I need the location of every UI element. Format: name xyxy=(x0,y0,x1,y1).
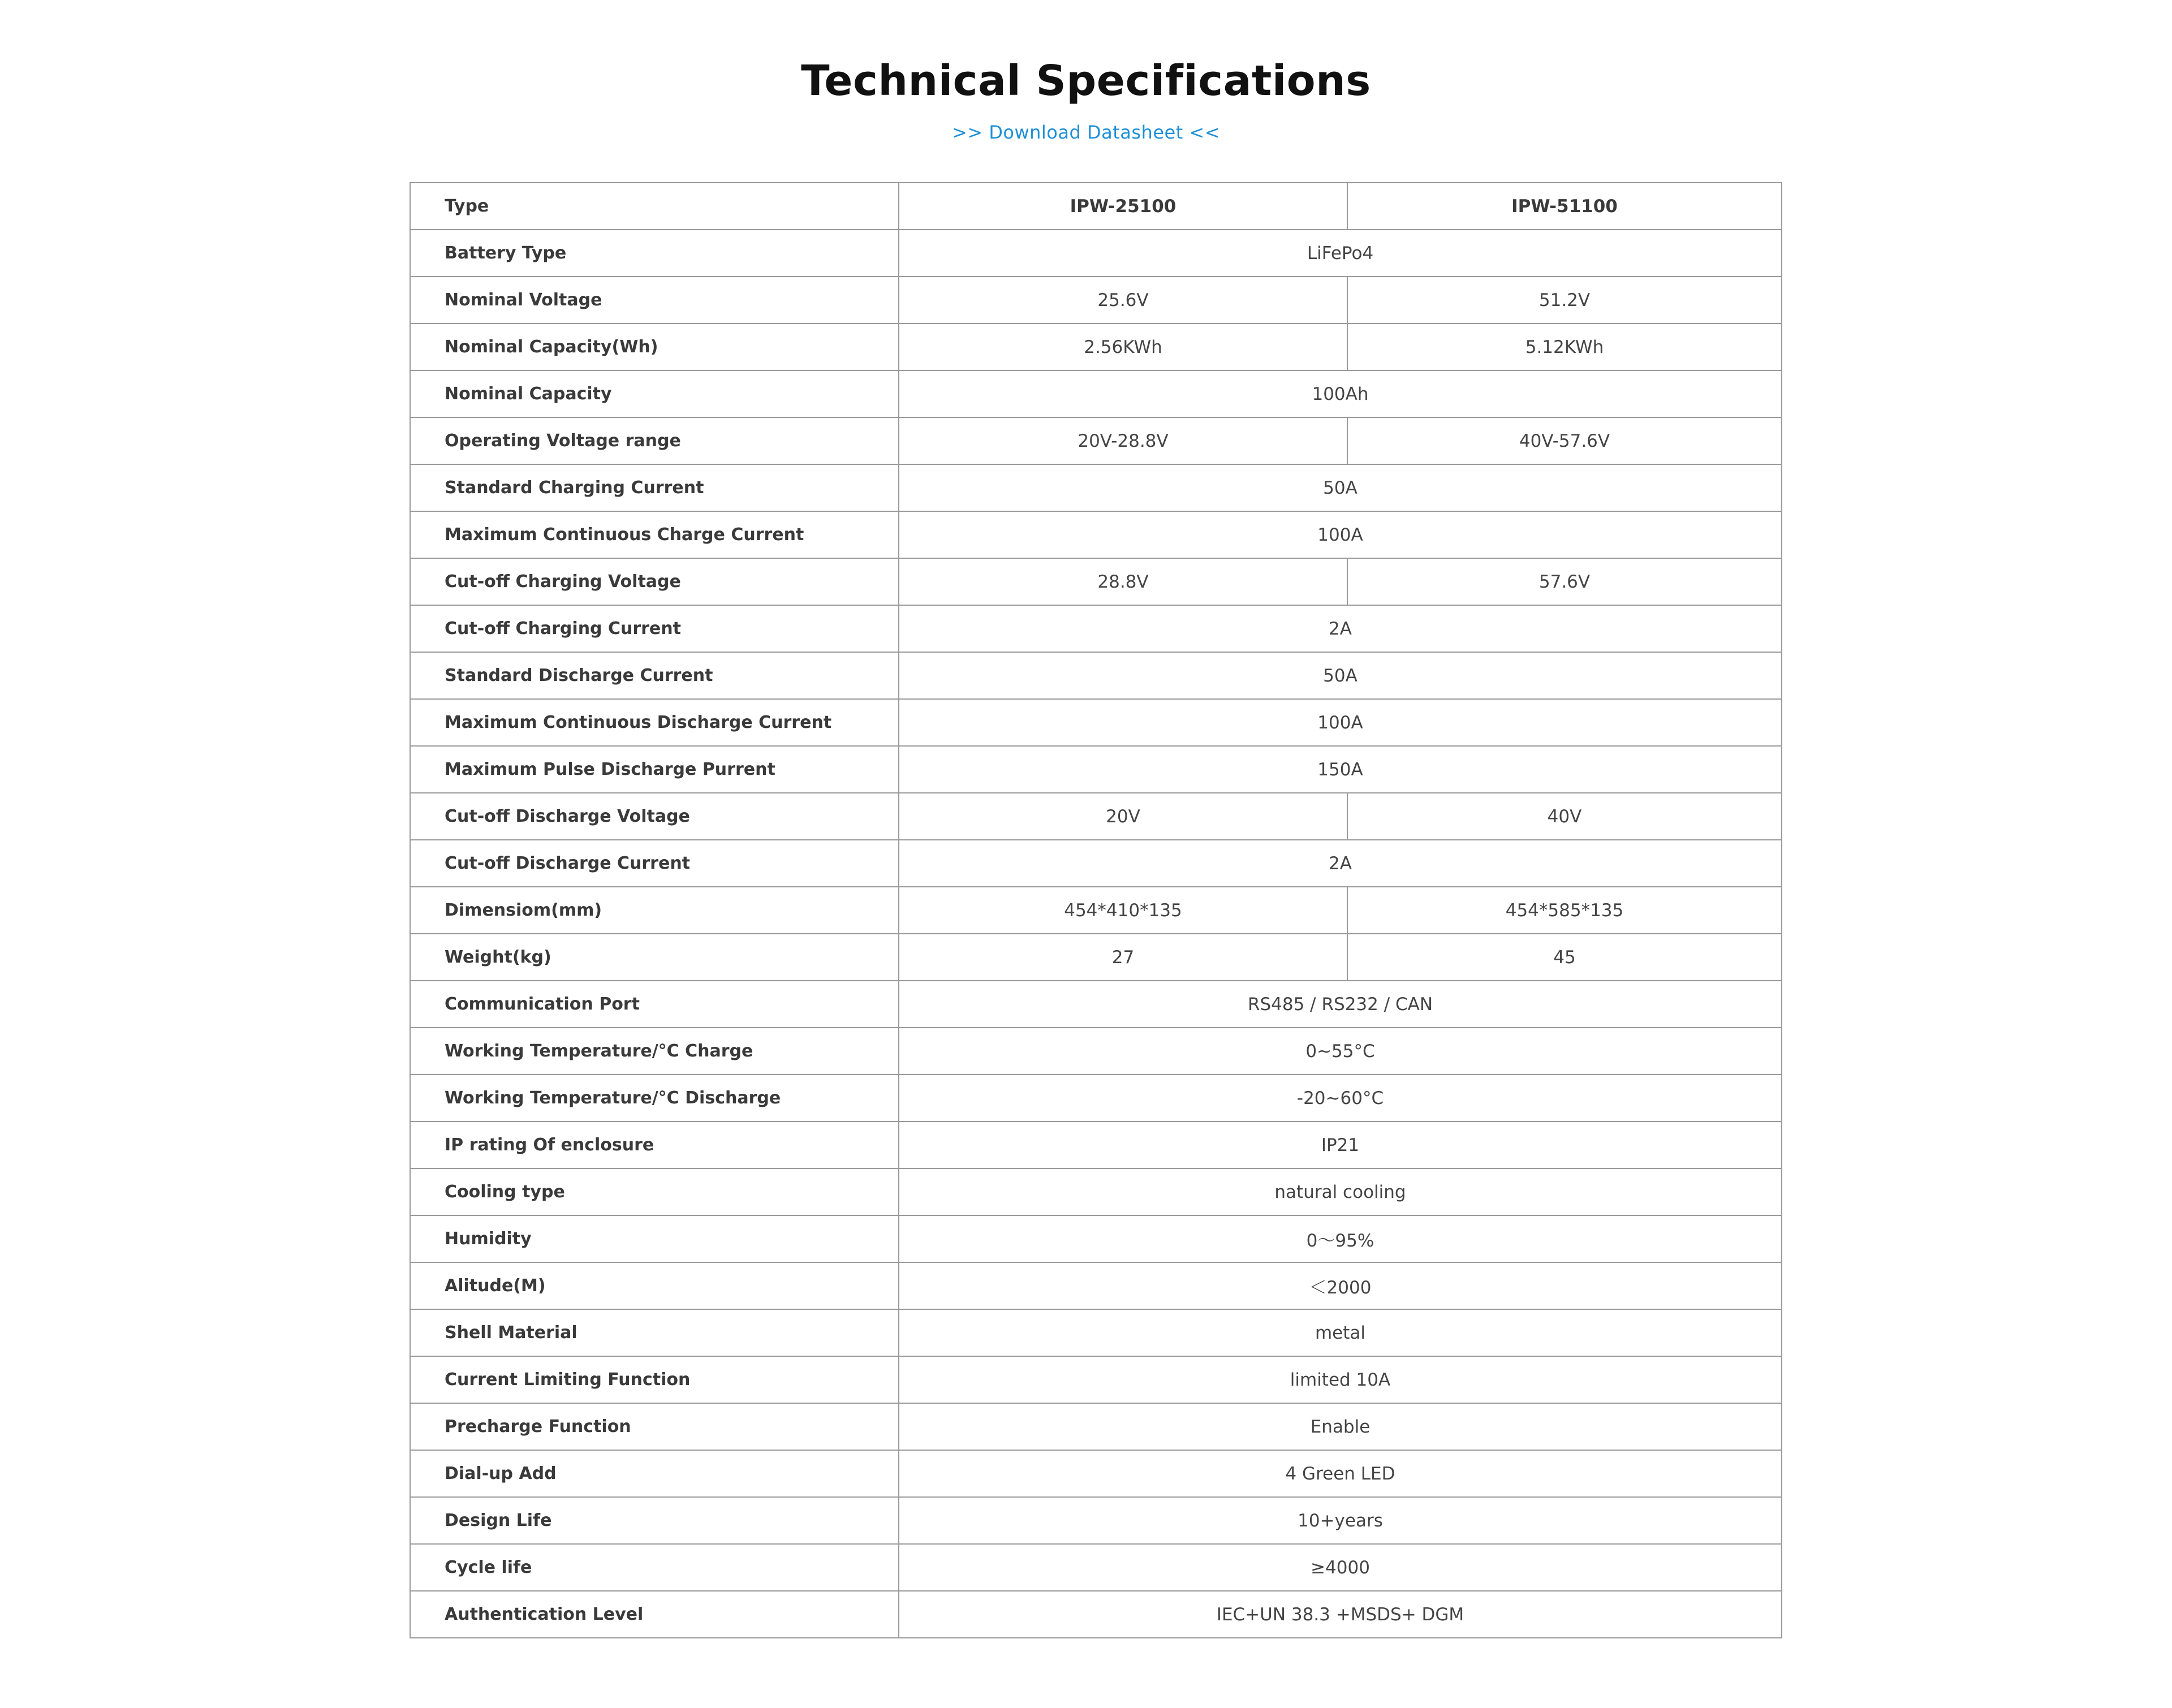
table-row xyxy=(410,370,1782,417)
table-row xyxy=(410,1075,1782,1122)
table-row xyxy=(410,558,1782,605)
header-model-2: IPW-51100 xyxy=(1347,183,1782,230)
spec-label: Alitude(M) xyxy=(410,1262,899,1309)
spec-label: Authentication Level xyxy=(410,1591,899,1638)
spec-label: Cut-off Discharge Current xyxy=(410,840,899,887)
spec-label: Maximum Continuous Discharge Current xyxy=(410,699,899,746)
spec-label: Working Temperature/°C Discharge xyxy=(410,1075,899,1122)
table-header-row xyxy=(410,183,1782,230)
spec-label: Cut-off Charging Voltage xyxy=(410,558,899,605)
spec-value-shared: IP21 xyxy=(899,1122,1782,1168)
page-title: Technical Specifications xyxy=(801,57,1371,105)
spec-label: Working Temperature/°C Charge xyxy=(410,1028,899,1075)
spec-label: Precharge Function xyxy=(410,1403,899,1450)
table-row xyxy=(410,699,1782,746)
spec-label: Nominal Capacity(Wh) xyxy=(410,324,899,370)
table-row xyxy=(410,464,1782,511)
spec-label: Dimensiom(mm) xyxy=(410,887,899,934)
table-row xyxy=(410,605,1782,652)
spec-value-shared: 150A xyxy=(899,746,1782,793)
table-row xyxy=(410,1215,1782,1262)
table-row xyxy=(410,230,1782,277)
spec-label: Humidity xyxy=(410,1215,899,1262)
spec-label: Operating Voltage range xyxy=(410,417,899,464)
spec-label: Shell Material xyxy=(410,1309,899,1356)
spec-value-model-1: 20V xyxy=(899,793,1347,840)
spec-label: IP rating Of enclosure xyxy=(410,1122,899,1168)
spec-value-shared: ＜2000 xyxy=(899,1262,1782,1309)
spec-value-shared: natural cooling xyxy=(899,1168,1782,1215)
table-row xyxy=(410,1403,1782,1450)
table-row xyxy=(410,1122,1782,1168)
spec-value-shared: metal xyxy=(899,1309,1782,1356)
table-row xyxy=(410,1497,1782,1544)
spec-value-shared: 0～95% xyxy=(899,1215,1782,1262)
spec-value-shared: 100A xyxy=(899,511,1782,558)
spec-value-model-2: 40V-57.6V xyxy=(1347,417,1782,464)
table-row xyxy=(410,1591,1782,1638)
spec-value-model-2: 454*585*135 xyxy=(1347,887,1782,934)
spec-value-shared: ≥4000 xyxy=(899,1544,1782,1591)
header-model-1: IPW-25100 xyxy=(899,183,1347,230)
table-row xyxy=(410,1309,1782,1356)
table-row xyxy=(410,1262,1782,1309)
spec-label: Communication Port xyxy=(410,981,899,1028)
table-row xyxy=(410,1028,1782,1075)
spec-value-shared: 0~55°C xyxy=(899,1028,1782,1075)
table-row xyxy=(410,793,1782,840)
spec-value-model-1: 28.8V xyxy=(899,558,1347,605)
table-row xyxy=(410,417,1782,464)
spec-value-model-2: 51.2V xyxy=(1347,277,1782,324)
table-row xyxy=(410,1544,1782,1591)
spec-value-model-2: 45 xyxy=(1347,934,1782,981)
spec-label: Maximum Pulse Discharge Purrent xyxy=(410,746,899,793)
spec-label: Maximum Continuous Charge Current xyxy=(410,511,899,558)
table-row xyxy=(410,1168,1782,1215)
table-row xyxy=(410,1356,1782,1403)
table-row xyxy=(410,1450,1782,1497)
spec-value-shared: 2A xyxy=(899,605,1782,652)
spec-label: Weight(kg) xyxy=(410,934,899,981)
spec-value-shared: LiFePo4 xyxy=(899,230,1782,277)
table-row xyxy=(410,277,1782,324)
spec-value-shared: 10+years xyxy=(899,1497,1782,1544)
table-row xyxy=(410,511,1782,558)
spec-value-shared: IEC+UN 38.3 +MSDS+ DGM xyxy=(899,1591,1782,1638)
spec-label: Cycle life xyxy=(410,1544,899,1591)
spec-label: Standard Charging Current xyxy=(410,464,899,511)
spec-value-shared: limited 10A xyxy=(899,1356,1782,1403)
spec-label: Cut-off Discharge Voltage xyxy=(410,793,899,840)
spec-label: Cut-off Charging Current xyxy=(410,605,899,652)
spec-value-shared: Enable xyxy=(899,1403,1782,1450)
specifications-table xyxy=(410,182,1782,1638)
spec-value-model-1: 20V-28.8V xyxy=(899,417,1347,464)
specifications-table-body xyxy=(410,183,1782,1638)
spec-value-shared: 100A xyxy=(899,699,1782,746)
spec-value-shared: 100Ah xyxy=(899,370,1782,417)
spec-label: Dial-up Add xyxy=(410,1450,899,1497)
spec-value-model-2: 57.6V xyxy=(1347,558,1782,605)
spec-label: Current Limiting Function xyxy=(410,1356,899,1403)
table-row xyxy=(410,652,1782,699)
spec-label: Standard Discharge Current xyxy=(410,652,899,699)
spec-value-model-1: 2.56KWh xyxy=(899,324,1347,370)
download-datasheet-link[interactable]: >> Download Datasheet << xyxy=(951,122,1221,143)
spec-value-shared: 4 Green LED xyxy=(899,1450,1782,1497)
spec-label: Battery Type xyxy=(410,230,899,277)
spec-label: Nominal Voltage xyxy=(410,277,899,324)
table-row xyxy=(410,981,1782,1028)
spec-value-shared: 50A xyxy=(899,464,1782,511)
spec-value-shared: 50A xyxy=(899,652,1782,699)
table-row xyxy=(410,887,1782,934)
spec-label: Nominal Capacity xyxy=(410,370,899,417)
table-row xyxy=(410,934,1782,981)
spec-value-model-1: 27 xyxy=(899,934,1347,981)
spec-label: Design Life xyxy=(410,1497,899,1544)
spec-value-shared: -20~60°C xyxy=(899,1075,1782,1122)
spec-value-model-1: 454*410*135 xyxy=(899,887,1347,934)
spec-value-model-1: 25.6V xyxy=(899,277,1347,324)
spec-value-model-2: 40V xyxy=(1347,793,1782,840)
spec-value-shared: 2A xyxy=(899,840,1782,887)
table-row xyxy=(410,746,1782,793)
table-row xyxy=(410,324,1782,370)
spec-value-model-2: 5.12KWh xyxy=(1347,324,1782,370)
table-row xyxy=(410,840,1782,887)
spec-label: Cooling type xyxy=(410,1168,899,1215)
spec-value-shared: RS485 / RS232 / CAN xyxy=(899,981,1782,1028)
header-label-type: Type xyxy=(410,183,899,230)
